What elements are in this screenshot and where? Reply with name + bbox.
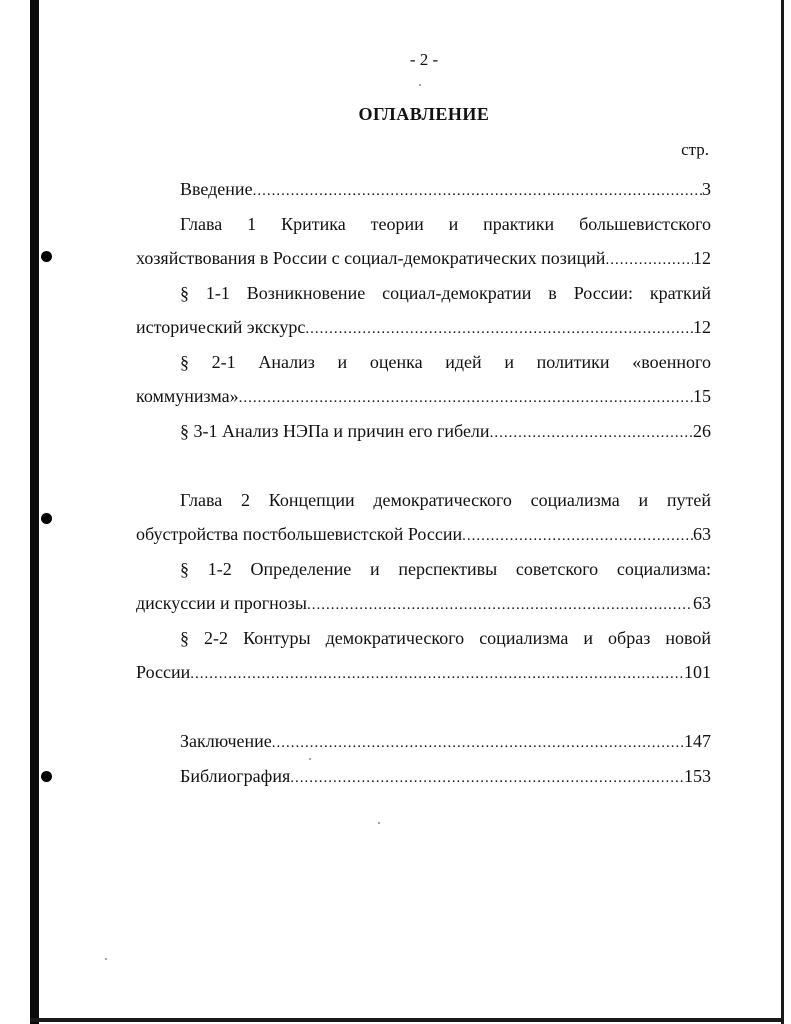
dot-leader xyxy=(490,416,693,451)
scan-border-left xyxy=(30,0,39,1024)
toc-entry-introduction[interactable] xyxy=(136,172,711,207)
entry-page: 147 xyxy=(684,731,711,751)
entry-title-line2: коммунизма» xyxy=(136,386,239,406)
entry-title-line2-row xyxy=(136,586,711,621)
spacer xyxy=(136,690,711,725)
scan-speck xyxy=(105,958,107,960)
entry-title: Библиография xyxy=(180,765,291,786)
toc-entry-conclusion[interactable] xyxy=(136,724,711,759)
dot-leader xyxy=(462,519,693,554)
punch-hole-middle xyxy=(41,513,52,524)
entry-title-line2-row xyxy=(136,241,711,276)
dot-leader xyxy=(272,726,684,761)
entry-page: 12 xyxy=(693,248,711,268)
toc-entry-section-2-2[interactable] xyxy=(136,621,711,690)
entry-title-line2: исторический экскурс xyxy=(136,317,306,337)
entry-title-line2-row xyxy=(136,379,711,414)
page-column-label: стр. xyxy=(681,140,709,159)
toc-entry-section-3-1[interactable] xyxy=(136,414,711,449)
page-number: - 2 - xyxy=(409,50,439,69)
entry-title-line2: дискуссии и прогнозы xyxy=(136,593,307,613)
dot-leader xyxy=(190,657,684,692)
entry-title-line2: хозяйствования в России с социал-демократических позиций xyxy=(136,248,606,268)
entry-title-line1: § 1-2 Определение и перспективы советского социализма: xyxy=(180,558,711,579)
dot-leader xyxy=(253,174,702,209)
dot-leader xyxy=(605,243,693,278)
entry-title-line2-row xyxy=(136,310,711,345)
entry-title-line2: России xyxy=(136,662,191,682)
entry-title-line1: § 2-1 Анализ и оценка идей и политики «военного xyxy=(180,351,711,372)
table-of-contents xyxy=(136,172,711,793)
toc-entry-chapter-2[interactable] xyxy=(136,483,711,552)
entry-title-line1: Глава 1 Критика теории и практики большевистского xyxy=(180,213,711,234)
scan-speck xyxy=(378,822,380,824)
toc-entry-bibliography[interactable] xyxy=(136,759,711,794)
toc-entry-section-1-1[interactable] xyxy=(136,276,711,345)
dot-leader xyxy=(290,761,684,796)
entry-title-line1: § 1-1 Возникновение социал-демократии в России: краткий xyxy=(180,282,711,303)
entry-title-line1: § 2-2 Контуры демократического социализма и образ новой xyxy=(180,627,711,648)
toc-title: ОГЛАВЛЕНИЕ xyxy=(358,104,490,124)
dot-leader xyxy=(305,312,693,347)
entry-page: 12 xyxy=(693,317,711,337)
entry-title-line2-row xyxy=(136,655,711,690)
scan-border-bottom xyxy=(30,1018,784,1022)
toc-entry-section-1-2[interactable] xyxy=(136,552,711,621)
entry-page: 101 xyxy=(684,662,711,682)
toc-entry-chapter-1[interactable] xyxy=(136,207,711,276)
entry-page: 63 xyxy=(693,524,711,544)
entry-title: § 3-1 Анализ НЭПа и причин его гибели xyxy=(180,420,490,441)
entry-page: 26 xyxy=(693,420,711,441)
punch-hole-top xyxy=(41,251,52,262)
spacer xyxy=(136,448,711,483)
dot-leader xyxy=(239,381,693,416)
punch-hole-bottom xyxy=(41,771,52,782)
entry-title-line1: Глава 2 Концепции демократического социализма и путей xyxy=(180,489,711,510)
entry-title: Введение xyxy=(180,179,253,199)
entry-page: 3 xyxy=(702,179,711,199)
scan-border-right xyxy=(781,0,784,1024)
scan-speck xyxy=(419,84,421,86)
entry-title-line2-row xyxy=(136,517,711,552)
entry-page: 15 xyxy=(693,386,711,406)
toc-entry-section-2-1[interactable] xyxy=(136,345,711,414)
entry-title-line2: обустройства постбольшевистской России xyxy=(136,524,463,544)
entry-title: Заключение xyxy=(180,731,272,751)
entry-page: 153 xyxy=(684,765,711,786)
entry-page: 63 xyxy=(693,593,711,613)
dot-leader xyxy=(307,588,693,623)
